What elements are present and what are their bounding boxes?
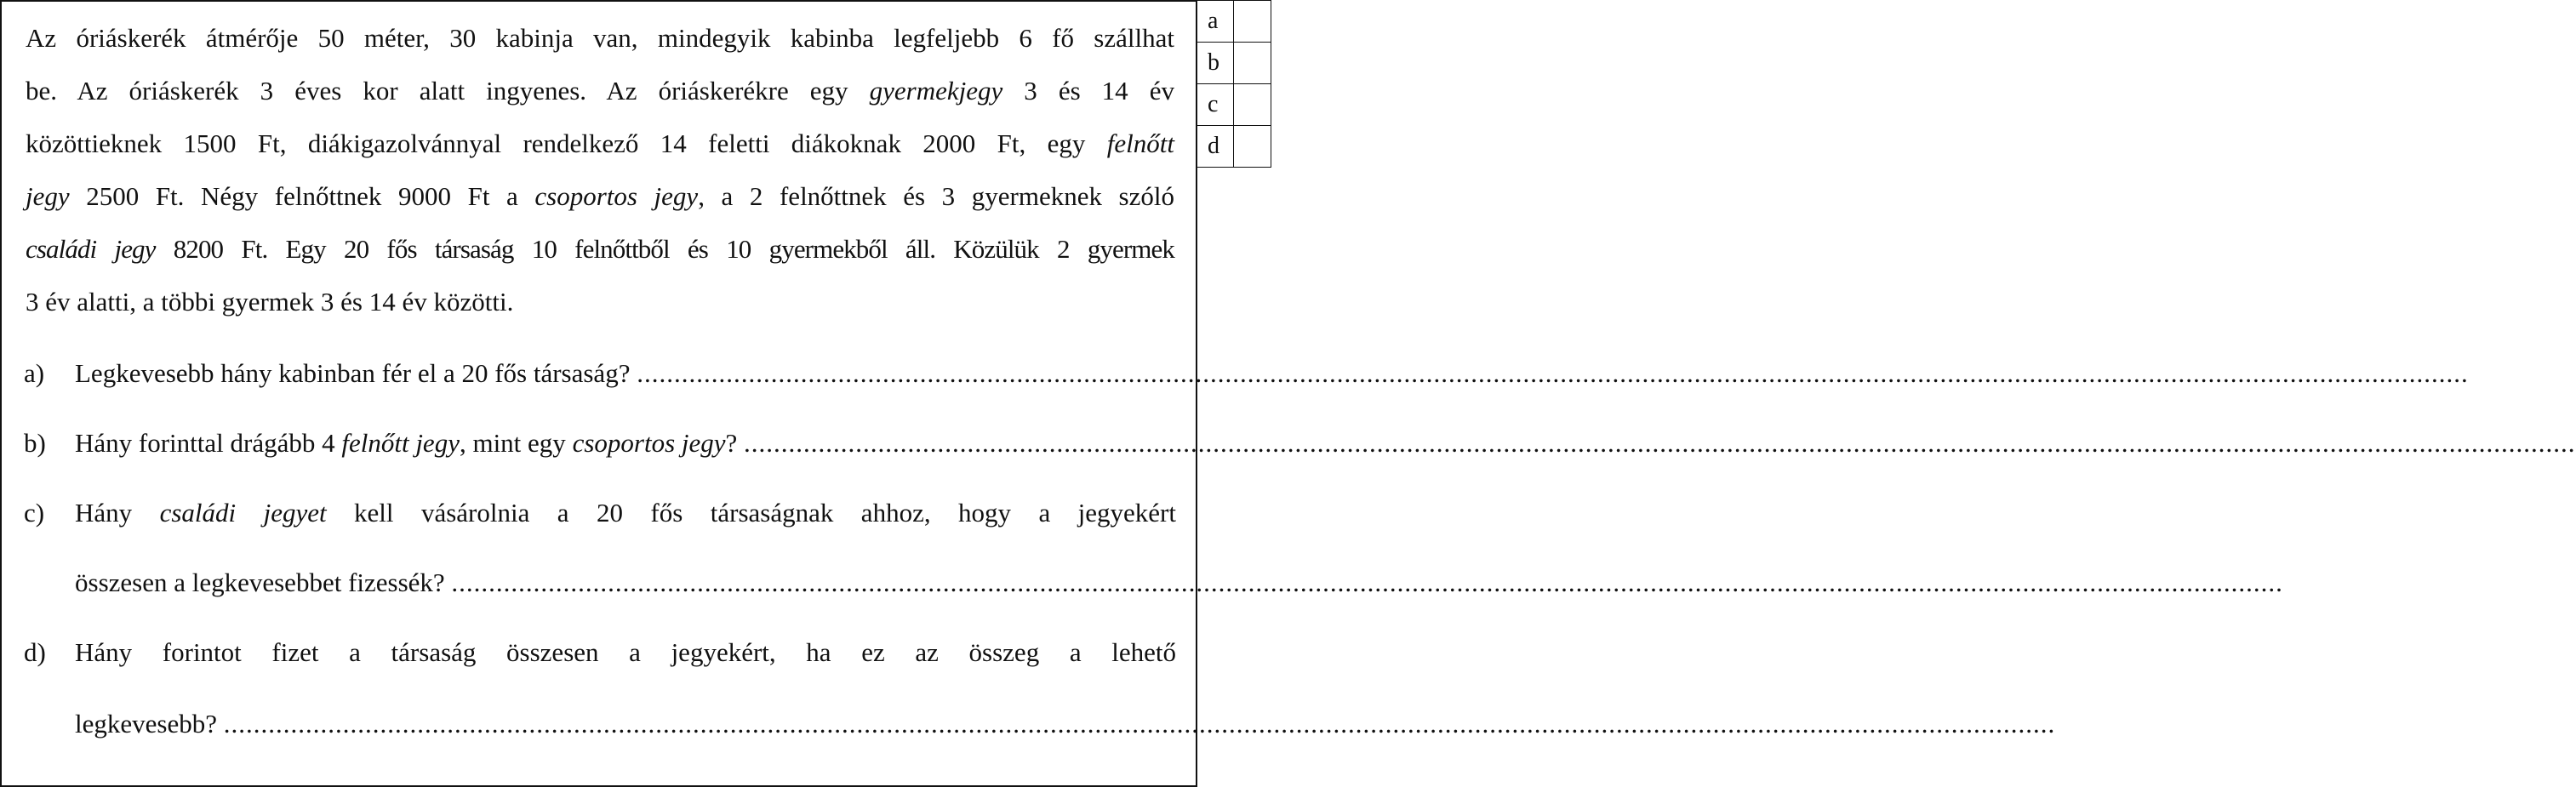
question-b-label: b)	[24, 428, 46, 458]
term-csoportos-jegy: csoportos jegy	[534, 181, 699, 211]
term-gyermekjegy: gyermekjegy	[869, 76, 1003, 106]
intro-line-5: családi jegy 8200 Ft. Egy 20 fős társaság 10 felnőttből és 10 gyermekből áll. Közülük 2 gyermek	[26, 234, 1174, 264]
score-label-b: b	[1197, 43, 1234, 84]
score-box-c[interactable]	[1234, 84, 1271, 126]
answer-line-c[interactable]: ......................................................................................................................................................................................................................................................	[451, 567, 2283, 597]
term-csaladi-jegy: családi jegy	[26, 234, 156, 264]
intro-line-6: 3 év alatti, a többi gyermek 3 és 14 év közötti.	[26, 287, 514, 317]
question-a-label: a)	[24, 358, 45, 388]
question-c-label: c)	[24, 498, 45, 528]
term-felnott: felnőtt	[1106, 128, 1174, 158]
answer-line-b[interactable]: ......................................................................................................................................................................................................................................................	[744, 428, 2576, 458]
intro-line-2: be. Az óriáskerék 3 éves kor alatt ingyenes. Az óriáskerékre egy gyermekjegy 3 és 14 év	[26, 76, 1174, 106]
score-box-b[interactable]	[1234, 43, 1271, 84]
score-label-c: c	[1197, 84, 1234, 126]
answer-line-d[interactable]: ......................................................................................................................................................................................................................................................	[223, 709, 2056, 739]
intro-line-3: közöttieknek 1500 Ft, diákigazolvánnyal rendelkező 14 feletti diákoknak 2000 Ft, egy felnőtt	[26, 128, 1174, 158]
score-label-a: a	[1197, 1, 1234, 43]
score-box-a[interactable]	[1234, 1, 1271, 43]
score-label-d: d	[1197, 126, 1234, 168]
score-box-d[interactable]	[1234, 126, 1271, 168]
term-jegy: jegy	[26, 181, 70, 211]
question-a-text: Legkevesebb hány kabinban fér el a 20 fős társaság?	[75, 358, 637, 388]
question-d-label: d)	[24, 637, 46, 667]
intro-line-1: Az óriáskerék átmérője 50 méter, 30 kabinja van, mindegyik kabinba legfeljebb 6 fő szállhat	[26, 23, 1174, 53]
answer-line-a[interactable]: ......................................................................................................................................................................................................................................................	[637, 358, 2469, 388]
score-table	[1197, 0, 1271, 168]
intro-line-4: jegy 2500 Ft. Négy felnőttnek 9000 Ft a csoportos jegy, a 2 felnőttnek és 3 gyermeknek szóló	[26, 181, 1174, 211]
